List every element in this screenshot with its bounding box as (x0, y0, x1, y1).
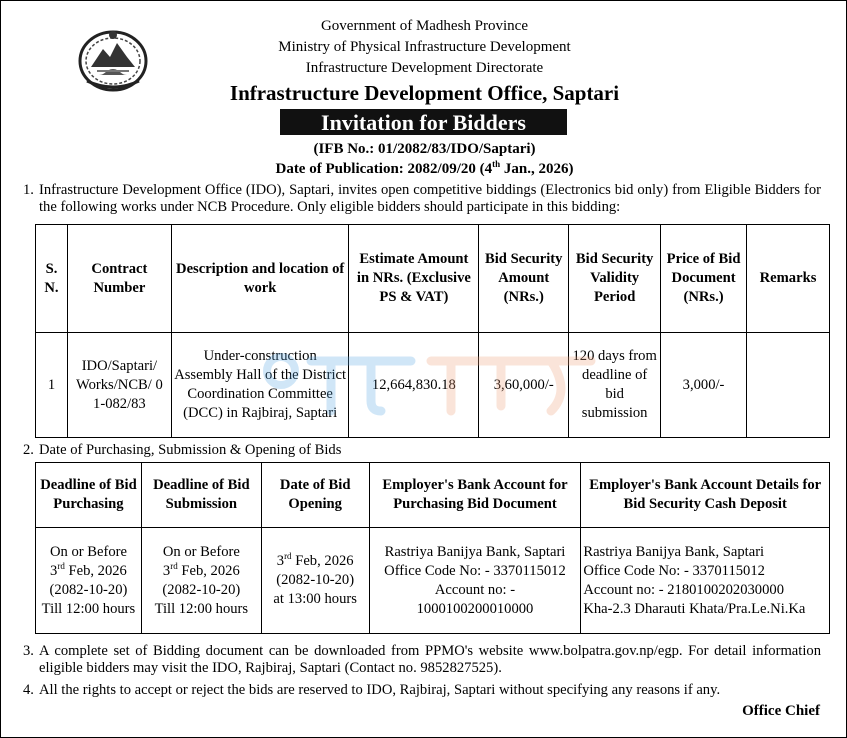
cell-bank-purchase: Rastriya Banijya Bank, Saptari Office Code No: - 3370115012 Account no: - 1000100200010000 (369, 528, 581, 634)
cell-remarks (747, 333, 830, 438)
header-purchasing-deadline: Deadline of Bid Purchasing (36, 463, 142, 528)
paragraph-3 (23, 643, 821, 677)
paragraph-4 (23, 682, 821, 699)
directorate-name: Infrastructure Development Directorate (305, 60, 544, 76)
cell-validity: 120 days from deadline of bid submission (569, 333, 661, 438)
header-opening-date: Date of Bid Opening (261, 463, 369, 528)
works-table (35, 224, 830, 438)
cell-description: Under-construction Assembly Hall of the District Coordination Committee (DCC) in Rajbiraj, Saptari (171, 333, 349, 438)
table-header-row (36, 463, 830, 528)
cell-purchasing-deadline: On or Before 3rd Feb, 2026 (2082-10-20) Till 12:00 hours (36, 528, 142, 634)
paragraph-1 (23, 182, 821, 216)
header-bank-purchase: Employer's Bank Account for Purchasing Bid Document (369, 463, 581, 528)
table-row (36, 333, 830, 438)
table-header-row (36, 225, 830, 333)
cell-contract-number: IDO/Saptari/ Works/NCB/ 0 1-082/83 (67, 333, 171, 438)
cell-submission-deadline: On or Before 3rd Feb, 2026 (2082-10-20) Till 12:00 hours (141, 528, 261, 634)
office-title: Infrastructure Development Office, Saptari (229, 81, 620, 105)
cell-price: 3,000/- (661, 333, 747, 438)
header-lines (1, 16, 847, 79)
header-bank-security: Employer's Bank Account Details for Bid Security Cash Deposit (581, 463, 830, 528)
cell-bid-security: 3,60,000/- (479, 333, 569, 438)
cell-estimate: 12,664,830.18 (349, 333, 479, 438)
header-description: Description and location of work (171, 225, 349, 333)
paragraph-number: 1. (23, 182, 34, 198)
ifb-number: (IFB No.: 01/2082/83/IDO/Saptari) (313, 141, 536, 157)
invitation-banner: Invitation for Bidders (280, 109, 567, 135)
header-submission-deadline: Deadline of Bid Submission (141, 463, 261, 528)
header-sn: S. N. (36, 225, 68, 333)
cell-bank-security: Rastriya Banijya Bank, Saptari Office Code No: - 3370115012 Account no: - 2180100202030000 Kha-2.3 Dharauti Khata/Pra.Le.Ni.Ka (581, 528, 830, 634)
table-row (36, 528, 830, 634)
header-validity: Bid Security Validity Period (569, 225, 661, 333)
cell-opening-date: 3rd Feb, 2026 (2082-10-20) at 13:00 hours (261, 528, 369, 634)
dates-table (35, 462, 830, 634)
paragraph-number: 3. (23, 643, 34, 659)
paragraph-text: A complete set of Bidding document can be downloaded from PPMO's website www.bolpatra.gov.np/egp. For detail information eligible bidders may visit the IDO, Rajbiraj, Saptari (Contact no. 9852827525). (39, 643, 821, 676)
paragraph-2 (23, 442, 821, 459)
header-estimate: Estimate Amount in NRs. (Exclusive PS & VAT) (349, 225, 479, 333)
paragraph-text: Date of Purchasing, Submission & Opening of Bids (39, 442, 342, 458)
ministry-name: Ministry of Physical Infrastructure Development (278, 39, 571, 55)
publication-date: Date of Publication: 2082/09/20 (4th Jan., 2026) (275, 159, 574, 177)
header-price: Price of Bid Document (NRs.) (661, 225, 747, 333)
paragraph-text: Infrastructure Development Office (IDO), Saptari, invites open competitive biddings (Electronics bid only) from Eligible Bidders for the following works under NCB Procedure. Only eligible bidders should participate in this bidding: (39, 182, 821, 215)
paragraph-text: All the rights to accept or reject the bids are reserved to IDO, Rajbiraj, Saptari without specifying any reasons if any. (39, 682, 721, 698)
signoff: Office Chief (742, 703, 820, 719)
paragraph-number: 4. (23, 682, 34, 698)
paragraph-number: 2. (23, 442, 34, 458)
government-name: Government of Madhesh Province (320, 18, 529, 34)
header-remarks: Remarks (747, 225, 830, 333)
cell-sn: 1 (36, 333, 68, 438)
header-contract-number: Contract Number (67, 225, 171, 333)
header-bid-security: Bid Security Amount (NRs.) (479, 225, 569, 333)
